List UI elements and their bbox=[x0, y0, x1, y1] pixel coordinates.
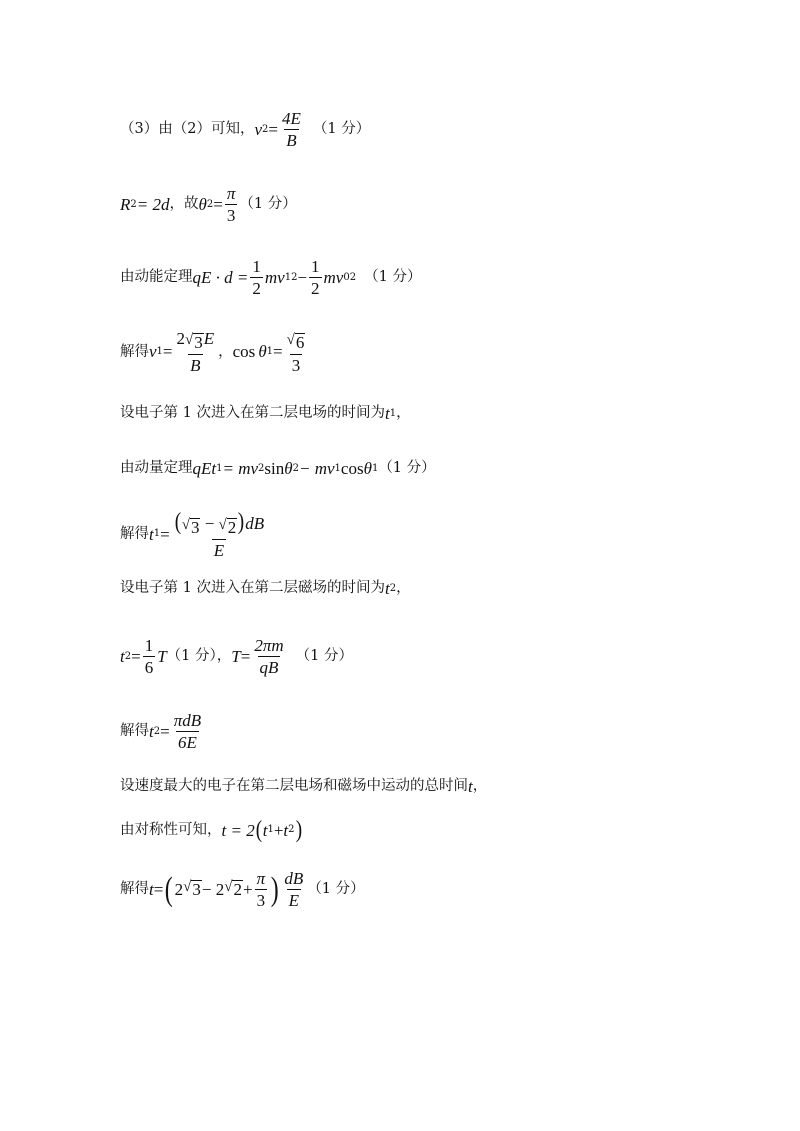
sqrt: √ 3 bbox=[185, 332, 203, 352]
period-symbol: T bbox=[231, 647, 241, 666]
line-total-def bbox=[120, 778, 487, 795]
sub: 2 bbox=[124, 650, 132, 662]
plus: + bbox=[273, 820, 284, 840]
minus: − 2 bbox=[201, 880, 225, 899]
theta-symbol: θ bbox=[258, 342, 267, 362]
plus: + bbox=[242, 880, 253, 899]
t-symbol: t bbox=[262, 820, 268, 840]
score: （1 分） bbox=[312, 121, 371, 138]
line-v2 bbox=[120, 110, 370, 149]
sup: 2 bbox=[291, 271, 298, 283]
score: （1 分） bbox=[364, 269, 422, 286]
sqrt: √ 3 bbox=[181, 517, 200, 537]
t-symbol: t bbox=[384, 579, 390, 598]
line-r2 bbox=[120, 185, 297, 224]
sub: 2 bbox=[389, 582, 397, 594]
equals: = bbox=[131, 647, 141, 666]
line-energy bbox=[120, 258, 421, 297]
fraction-half bbox=[309, 258, 322, 297]
sqrt: √ 2 bbox=[224, 879, 242, 900]
score: （1 分） bbox=[239, 196, 297, 213]
lhs: t = 2 bbox=[221, 820, 255, 840]
v-symbol: v bbox=[254, 120, 262, 139]
sub: 1 bbox=[389, 407, 397, 419]
fraction-half bbox=[250, 258, 263, 297]
denominator: 3 bbox=[291, 355, 301, 375]
sqrt: √ 3 bbox=[183, 879, 201, 900]
denominator: qB bbox=[259, 658, 279, 677]
theta-symbol: θ bbox=[284, 459, 293, 478]
score: （1 分） bbox=[295, 648, 353, 665]
sub: 1 bbox=[216, 462, 223, 474]
radicand: 2 bbox=[233, 880, 242, 900]
minus: − bbox=[297, 268, 308, 287]
equals: = bbox=[213, 195, 223, 214]
line-v1 bbox=[120, 330, 309, 374]
t-symbol: t bbox=[149, 722, 154, 741]
numerator: dB bbox=[284, 869, 304, 888]
sub: 1 bbox=[153, 528, 161, 540]
numerator: πdB bbox=[173, 711, 202, 730]
denominator: 3 bbox=[256, 891, 266, 910]
line1-prefix: （3）由（2）可知， bbox=[120, 121, 255, 138]
sub: 1 bbox=[156, 345, 163, 357]
line5-text: 设电子第 1 次进入在第二层电场的时间为 bbox=[120, 405, 385, 422]
score: （1 分） bbox=[378, 460, 436, 477]
line-t1-def bbox=[120, 405, 411, 422]
sub: 2 bbox=[292, 462, 299, 474]
sub: 2 bbox=[206, 198, 214, 210]
equals: = bbox=[268, 120, 278, 139]
line8-text: 设电子第 1 次进入在第二层磁场的时间为 bbox=[120, 580, 385, 597]
t-symbol: t bbox=[149, 880, 154, 899]
line3-prefix: 由动能定理 bbox=[120, 269, 193, 286]
sub: 1 bbox=[334, 462, 341, 474]
radicand: 3 bbox=[194, 333, 203, 352]
t-symbol: t bbox=[120, 647, 125, 666]
score: （1 分） bbox=[307, 881, 365, 898]
coef: 2 bbox=[176, 329, 186, 348]
line7-prefix: 解得 bbox=[120, 526, 149, 543]
fraction bbox=[255, 870, 268, 909]
numerator: 1 bbox=[144, 636, 154, 655]
numerator: π bbox=[226, 184, 236, 203]
sup: 2 bbox=[349, 271, 357, 283]
v-symbol: v bbox=[149, 342, 157, 362]
lhs: qE · d = bbox=[192, 268, 249, 287]
eq-mv: = mv bbox=[222, 459, 259, 478]
fraction bbox=[175, 330, 217, 374]
line10-prefix: 解得 bbox=[120, 723, 149, 740]
line13-prefix: 解得 bbox=[120, 881, 149, 898]
numerator: 4E bbox=[281, 109, 301, 128]
line-t2 bbox=[120, 712, 205, 751]
line-symmetry: 由对称性可知， t = 2 ( t 1 + t 2 ) bbox=[120, 817, 302, 843]
numerator bbox=[175, 330, 217, 354]
fraction bbox=[252, 637, 285, 676]
t-symbol: t bbox=[468, 777, 473, 796]
line-momentum bbox=[120, 460, 436, 477]
sub: 1 bbox=[266, 345, 274, 357]
cos: cos bbox=[340, 459, 364, 478]
theta-symbol: θ bbox=[363, 459, 372, 478]
numerator: ( √ 3 − √ 2 )dB bbox=[174, 509, 265, 537]
radicand: 2 bbox=[227, 518, 237, 537]
denominator: 6E bbox=[177, 733, 197, 752]
r-symbol: R bbox=[120, 195, 131, 214]
numerator: π bbox=[256, 869, 266, 888]
sin: sin bbox=[264, 459, 285, 478]
cos: cos bbox=[232, 342, 256, 362]
sqrt: √ 2 bbox=[218, 517, 237, 537]
fraction bbox=[282, 870, 305, 909]
numerator: 1 bbox=[311, 257, 320, 276]
end: ， bbox=[396, 580, 411, 597]
line-t2-T bbox=[120, 637, 353, 676]
fraction bbox=[172, 712, 203, 751]
minus: − bbox=[200, 514, 219, 533]
line11-text: 设速度最大的电子在第二层电场和磁场中运动的总时间 bbox=[120, 778, 468, 795]
radicand: 3 bbox=[192, 880, 201, 900]
fraction bbox=[225, 185, 238, 224]
line-t2-def bbox=[120, 580, 411, 597]
line6-prefix: 由动量定理 bbox=[120, 460, 193, 477]
e-symbol: E bbox=[203, 329, 215, 348]
fraction bbox=[285, 330, 308, 374]
period-symbol: T bbox=[157, 647, 167, 666]
comma: ， bbox=[218, 343, 233, 360]
denominator: 6 bbox=[144, 658, 154, 677]
score: （1 分）， bbox=[166, 648, 232, 665]
numerator bbox=[285, 330, 308, 354]
numerator: 1 bbox=[252, 257, 261, 276]
sub: 2 bbox=[262, 123, 269, 135]
db: dB bbox=[245, 514, 265, 533]
sub: 2 bbox=[288, 824, 295, 835]
line-total: 解得 t = ( 2 √ 3 − 2 √ 2 + $\frac{\pi}{3}$ ) $\frac{dB}{E}$ （1 分） bbox=[120, 869, 365, 910]
fraction bbox=[172, 510, 266, 559]
lhs: qEt bbox=[192, 459, 217, 478]
line-t1 bbox=[120, 510, 268, 559]
sub: 2 bbox=[130, 198, 137, 210]
mv: mv bbox=[323, 268, 344, 287]
sub: 1 bbox=[267, 824, 274, 835]
numerator: 2πm bbox=[254, 636, 284, 655]
line12-prefix: 由对称性可知， bbox=[120, 821, 222, 838]
equals: = bbox=[162, 342, 173, 362]
mid-text: ，故 bbox=[169, 196, 199, 213]
radicand: 3 bbox=[190, 518, 200, 537]
sub: 2 bbox=[258, 462, 265, 474]
sub: 2 bbox=[153, 725, 161, 737]
end: ， bbox=[472, 778, 488, 795]
sub: 1 bbox=[371, 462, 379, 474]
line4-prefix: 解得 bbox=[120, 343, 149, 360]
sub: 1 bbox=[284, 271, 292, 283]
t-symbol: t bbox=[149, 524, 154, 544]
radicand: 6 bbox=[295, 333, 305, 352]
denominator: 2 bbox=[252, 279, 261, 298]
equals: = bbox=[240, 647, 251, 666]
denominator: 2 bbox=[311, 279, 320, 298]
equals: = bbox=[153, 880, 164, 899]
denominator: B bbox=[286, 131, 297, 150]
coef: 2 bbox=[174, 880, 184, 899]
denominator: E bbox=[288, 891, 300, 910]
theta-symbol: θ bbox=[198, 195, 207, 214]
t-symbol: t bbox=[384, 404, 390, 423]
mv: mv bbox=[264, 268, 285, 287]
end: ， bbox=[396, 405, 411, 422]
rhs: = 2d bbox=[136, 195, 170, 214]
denominator: B bbox=[190, 355, 201, 375]
minus-mv: − mv bbox=[298, 459, 335, 478]
equals: = bbox=[160, 722, 170, 741]
sqrt: √ 6 bbox=[286, 332, 305, 352]
equals: = bbox=[273, 342, 283, 362]
fraction bbox=[280, 110, 303, 149]
fraction bbox=[143, 637, 156, 676]
denominator: E bbox=[213, 540, 225, 560]
t-symbol: t bbox=[283, 820, 289, 840]
denominator: 3 bbox=[226, 206, 236, 225]
sub: 0 bbox=[343, 271, 350, 283]
equals: = bbox=[160, 524, 170, 544]
